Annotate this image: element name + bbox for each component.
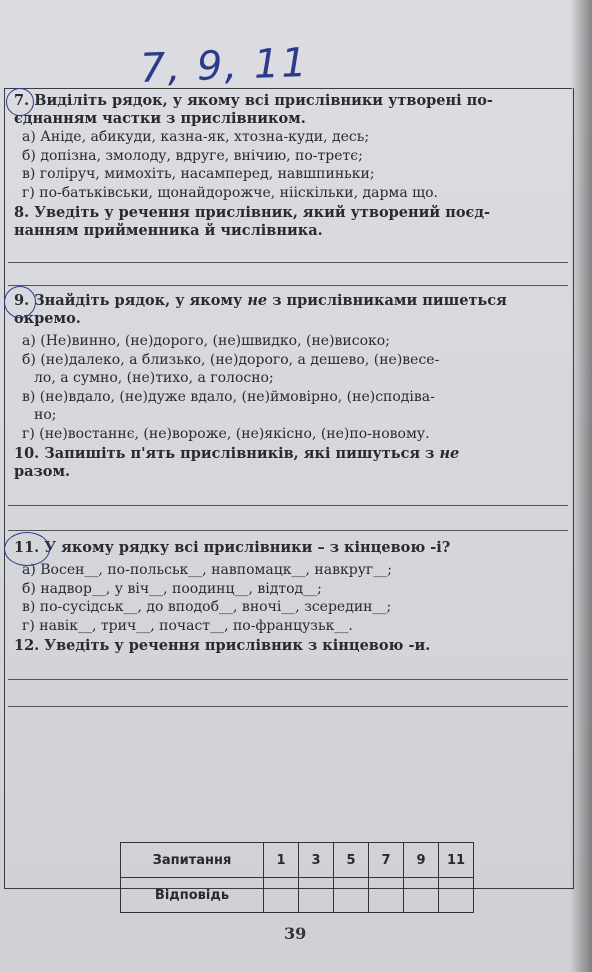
question-7-title: 7. Виділіть рядок, у якому всі прислівники утворені по- — [14, 92, 493, 109]
table-row-label: Відповідь — [121, 878, 264, 913]
table-header-cell: 11 — [439, 843, 474, 878]
answer-cell[interactable] — [404, 878, 439, 913]
circle-mark-9 — [4, 286, 36, 318]
question-11-number: 11. — [14, 539, 40, 556]
question-12-number: 12. — [14, 637, 40, 654]
question-11 — [14, 539, 564, 635]
page-number: 39 — [284, 924, 307, 943]
table-header-cell: 3 — [299, 843, 334, 878]
question-10 — [14, 445, 564, 531]
q11-option-a: а) Восен__, по-польськ__, навпомацк__, навкруг__; — [22, 562, 392, 578]
answer-cell[interactable] — [264, 878, 299, 913]
answer-cell[interactable] — [439, 878, 474, 913]
table-header-cell: Запитання — [121, 843, 264, 878]
question-7 — [14, 92, 564, 202]
question-8-title-cont: нанням прийменника й числівника. — [14, 222, 323, 239]
q11-option-b: б) надвор__, у віч__, поодинц__, відтод__; — [22, 580, 322, 597]
q9-option-a: а) (Не)винно, (не)дорого, (не)швидко, (не)високо; — [22, 333, 390, 349]
question-12-title: 12. Уведіть у речення прислівник з кінцевою -и. — [14, 637, 431, 654]
question-10-title: 10. Запишіть п'ять прислівників, які пишуться з не — [14, 445, 460, 462]
question-10-number: 10. — [14, 445, 40, 462]
table-header-cell: 5 — [334, 843, 369, 878]
answer-cell[interactable] — [334, 878, 369, 913]
question-8-number: 8. — [14, 204, 30, 221]
q11-option-c: в) по-сусідськ__, до вподоб__, вночі__, зсередин__; — [22, 599, 392, 615]
table-header-cell: 9 — [404, 843, 439, 878]
q9-option-d: г) (не)востаннє, (не)вороже, (не)якісно, (не)по-новому. — [22, 425, 430, 442]
question-7-title-cont: єднанням частки з прислівником. — [14, 110, 306, 127]
q7-option-a: а) Аніде, абикуди, казна-як, хтозна-куди, десь; — [22, 129, 370, 145]
q7-option-b: б) допізна, змолоду, вдруге, внічию, по-третє; — [22, 147, 363, 164]
table-header-cell: 1 — [264, 843, 299, 878]
q9-option-b: б) (не)далеко, а близько, (не)дорого, а дешево, (не)весе- — [22, 351, 440, 368]
table-header-cell: 7 — [369, 843, 404, 878]
q7-option-d: г) по-батьківськи, щонайдорожче, нііскільки, дарма що. — [22, 184, 439, 201]
question-12 — [14, 637, 564, 707]
circle-mark-7 — [6, 88, 34, 116]
question-11-title: 11. У якому рядку всі прислівники – з кінцевою -і? — [14, 539, 451, 556]
q9-option-c: в) (не)вдало, (не)дуже вдало, (не)ймовірно, (не)сподіва- — [22, 388, 435, 405]
handwritten-note: 7, 9, 11 — [139, 39, 310, 92]
answer-cell[interactable] — [299, 878, 334, 913]
table-row — [121, 878, 474, 913]
question-9-title-cont: окремо. — [14, 310, 81, 327]
question-10-title-cont: разом. — [14, 463, 71, 480]
question-9-title: 9. Знайдіть рядок, у якому не з прислівниками пишеться — [14, 292, 507, 309]
q9-option-b-cont: ло, а сумно, (не)тихо, а голосно; — [34, 370, 274, 386]
answer-line[interactable] — [8, 706, 568, 707]
question-8-title: 8. Уведіть у речення прислівник, який утворений поєд- — [14, 204, 490, 221]
question-7-number: 7. — [14, 92, 30, 109]
table-row — [121, 843, 474, 878]
q11-option-d: г) навік__, трич__, почаст__, по-французьк__. — [22, 617, 353, 634]
answer-line[interactable] — [8, 530, 568, 531]
circle-mark-11 — [4, 532, 50, 566]
answer-cell[interactable] — [369, 878, 404, 913]
question-8 — [14, 204, 564, 286]
q7-option-c: в) голіруч, мимохіть, насамперед, навшпиньки; — [22, 166, 375, 182]
answer-table — [120, 842, 474, 913]
exercises — [14, 92, 564, 707]
question-9-number: 9. — [14, 292, 30, 309]
q9-option-c-cont: но; — [34, 407, 57, 423]
answer-line[interactable] — [8, 285, 568, 286]
question-9 — [14, 292, 564, 443]
